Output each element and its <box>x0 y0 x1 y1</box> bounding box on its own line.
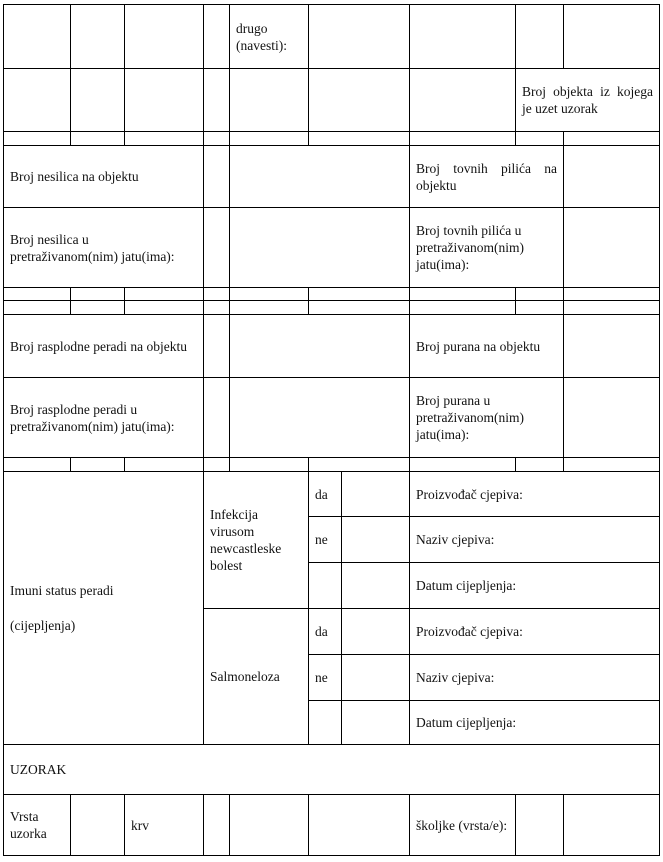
broilers-in-flocks-label: Broj tovnih pilića u pretraživanom(nim) jatu(ima): <box>410 208 564 288</box>
empty-cell[interactable] <box>309 563 342 609</box>
sample-heading: UZORAK <box>4 745 660 795</box>
salmonella-no-label: ne <box>309 655 342 701</box>
salmonella-yes-label: da <box>309 609 342 655</box>
blood-label: krv <box>125 795 204 856</box>
immune-status-label <box>4 472 204 745</box>
sample-type-label: Vrsta uzorka <box>4 795 71 856</box>
table-row <box>4 745 660 795</box>
table-row <box>4 315 660 378</box>
spacer-row <box>4 132 660 146</box>
broilers-on-farm-value[interactable] <box>564 146 660 208</box>
layers-in-flocks-label: Broj nesilica u pretraživanom(nim) jatu(ima): <box>4 208 204 288</box>
turkeys-in-flocks-value[interactable] <box>564 378 660 458</box>
table-row <box>4 5 660 69</box>
table-row <box>4 146 660 208</box>
newcastle-yes-label: da <box>309 472 342 517</box>
table-row <box>4 378 660 458</box>
broilers-in-flocks-value[interactable] <box>564 208 660 288</box>
empty-cell[interactable] <box>4 69 71 132</box>
vaccine-name-label: Naziv cjepiva: <box>410 655 660 701</box>
empty-cell[interactable] <box>230 795 309 856</box>
vaccine-producer-label: Proizvođač cjepiva: <box>410 609 660 655</box>
empty-cell[interactable] <box>71 5 125 69</box>
table-row <box>4 208 660 288</box>
turkeys-in-flocks-label: Broj purana u pretraživanom(nim) jatu(ima): <box>410 378 564 458</box>
empty-cell[interactable] <box>204 378 230 458</box>
other-label: drugo (navesti): <box>230 5 309 69</box>
vaccine-name-label: Naziv cjepiva: <box>410 517 660 563</box>
shellfish-label: školjke (vrsta/e): <box>410 795 516 856</box>
empty-cell[interactable] <box>309 5 410 69</box>
immune-status-line-2: (cijepljenja) <box>10 618 76 633</box>
empty-cell[interactable] <box>516 5 564 69</box>
layers-on-farm-label: Broj nesilica na objektu <box>4 146 204 208</box>
empty-cell[interactable] <box>230 69 309 132</box>
breeders-on-farm-value[interactable] <box>230 315 410 378</box>
empty-cell[interactable] <box>564 795 660 856</box>
immune-status-line-1: Imuni status peradi <box>10 583 114 598</box>
breeders-on-farm-label: Broj rasplodne peradi na objektu <box>4 315 204 378</box>
empty-cell[interactable] <box>309 69 410 132</box>
empty-cell[interactable] <box>204 795 230 856</box>
vaccination-date-label: Datum cijepljenja: <box>410 701 660 745</box>
spacer-row <box>4 458 660 472</box>
salmonella-yes-box[interactable] <box>342 609 410 655</box>
empty-cell[interactable] <box>71 69 125 132</box>
empty-cell[interactable] <box>71 795 125 856</box>
turkeys-on-farm-label: Broj purana na objektu <box>410 315 564 378</box>
empty-cell[interactable] <box>342 563 410 609</box>
empty-cell[interactable] <box>4 5 71 69</box>
newcastle-no-box[interactable] <box>342 517 410 563</box>
broilers-on-farm-label: Broj tovnih pilića na objektu <box>410 146 564 208</box>
spacer-row <box>4 288 660 301</box>
empty-cell[interactable] <box>564 5 660 69</box>
table-row <box>4 795 660 856</box>
sample-farms-label: Broj objekta iz kojega je uzet uzorak <box>516 69 660 132</box>
vaccine-producer-label: Proizvođač cjepiva: <box>410 472 660 517</box>
table-row <box>4 472 660 517</box>
vaccination-date-label: Datum cijepljenja: <box>410 563 660 609</box>
sample-form-table <box>3 4 660 856</box>
newcastle-label: Infekcija virusom newcastleske bolest <box>204 472 309 609</box>
empty-cell[interactable] <box>204 5 230 69</box>
breeders-in-flocks-value[interactable] <box>230 378 410 458</box>
empty-cell[interactable] <box>204 208 230 288</box>
layers-on-farm-value[interactable] <box>230 146 410 208</box>
empty-cell[interactable] <box>309 795 410 856</box>
spacer-row <box>4 301 660 315</box>
empty-cell[interactable] <box>410 5 516 69</box>
empty-cell[interactable] <box>125 69 204 132</box>
layers-in-flocks-value[interactable] <box>230 208 410 288</box>
empty-cell[interactable] <box>410 69 516 132</box>
empty-cell[interactable] <box>125 5 204 69</box>
table-row <box>4 69 660 132</box>
newcastle-no-label: ne <box>309 517 342 563</box>
empty-cell[interactable] <box>204 69 230 132</box>
breeders-in-flocks-label: Broj rasplodne peradi u pretraživanom(nim) jatu(ima): <box>4 378 204 458</box>
turkeys-on-farm-value[interactable] <box>564 315 660 378</box>
empty-cell[interactable] <box>309 701 342 745</box>
empty-cell[interactable] <box>204 146 230 208</box>
empty-cell[interactable] <box>516 795 564 856</box>
newcastle-yes-box[interactable] <box>342 472 410 517</box>
empty-cell[interactable] <box>342 701 410 745</box>
empty-cell[interactable] <box>204 315 230 378</box>
salmonella-label: Salmoneloza <box>204 609 309 745</box>
salmonella-no-box[interactable] <box>342 655 410 701</box>
